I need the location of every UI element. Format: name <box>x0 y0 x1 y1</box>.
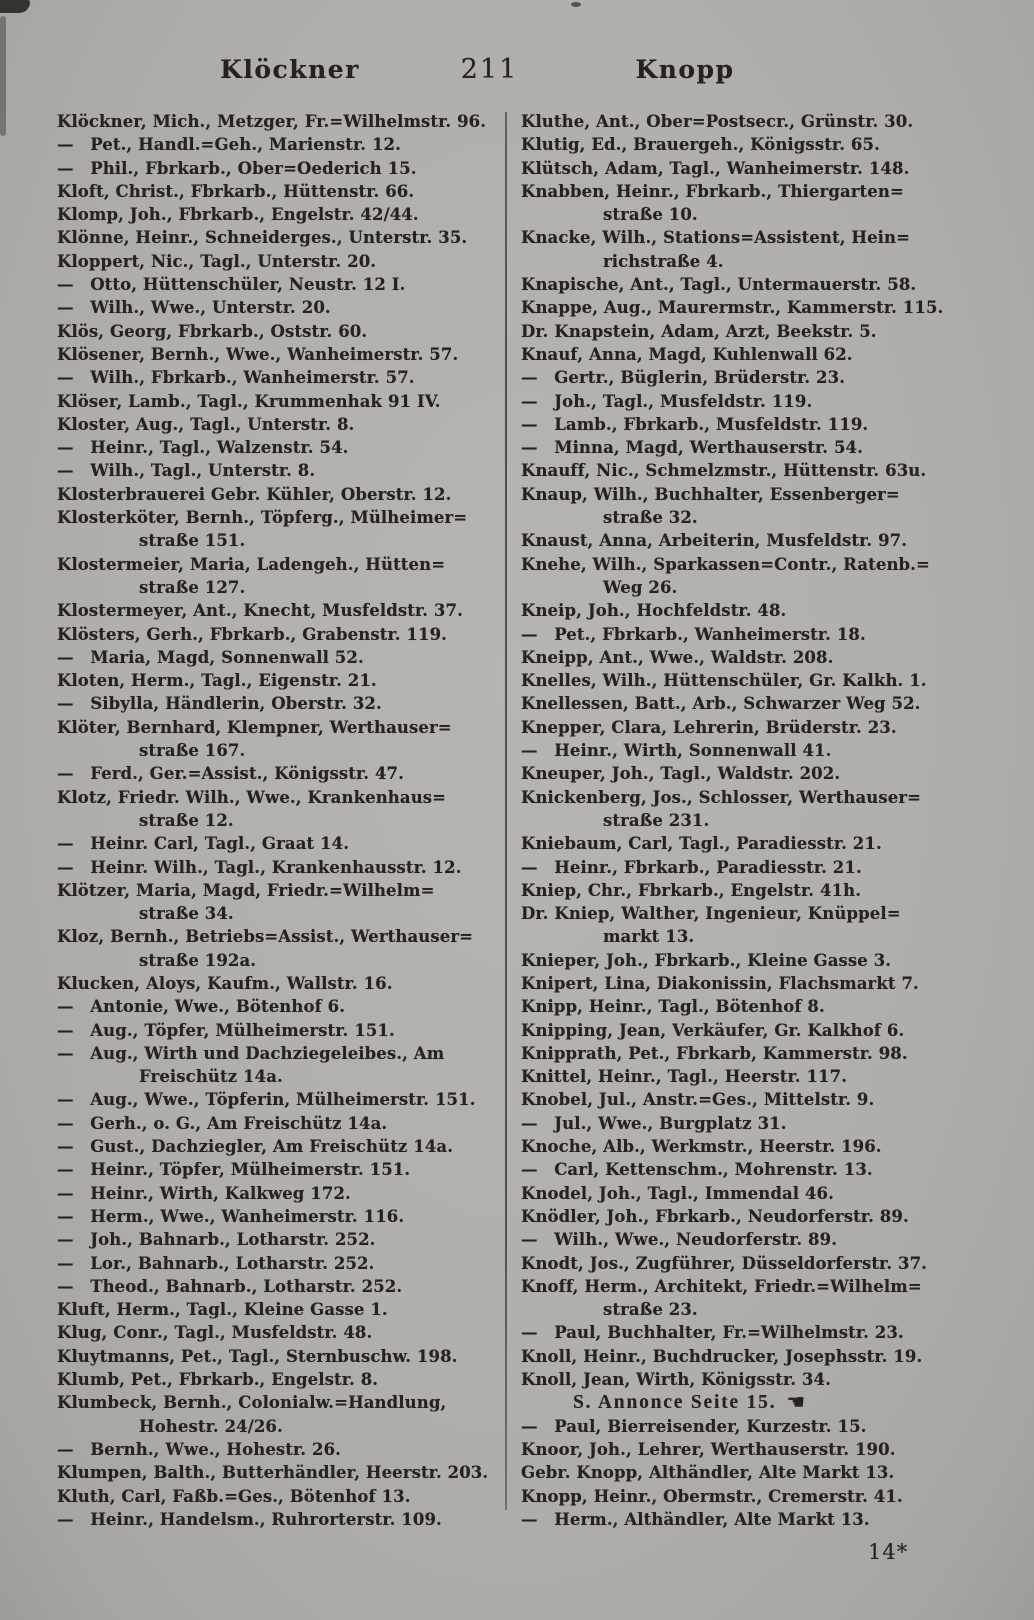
directory-entry <box>57 1391 499 1438</box>
entry-text: Knipert, Lina, Diakonissin, Flachsmarkt 7. <box>521 973 919 993</box>
entry-text: — Pet., Handl.=Geh., Marienstr. 12. <box>57 135 401 155</box>
directory-entry <box>521 762 985 785</box>
directory-entry <box>57 343 499 366</box>
directory-entry <box>521 692 985 715</box>
directory-entry <box>521 646 985 669</box>
entry-continuation: straße 23. <box>603 1300 698 1320</box>
directory-entry <box>57 1461 499 1484</box>
directory-entry <box>521 669 985 692</box>
directory-entry <box>521 739 985 762</box>
entry-text: Knappe, Aug., Maurermstr., Kammerstr. 115. <box>521 298 944 318</box>
entry-text: — Paul, Buchhalter, Fr.=Wilhelmstr. 23. <box>521 1323 904 1343</box>
entry-text: Knellessen, Batt., Arb., Schwarzer Weg 52. <box>521 694 921 714</box>
entry-text: Kluth, Carl, Faßb.=Ges., Bötenhof 13. <box>57 1486 411 1506</box>
entry-text: Knoche, Alb., Werkmstr., Heerstr. 196. <box>521 1137 882 1157</box>
directory-entry <box>57 320 499 343</box>
directory-entry <box>521 1438 985 1461</box>
entry-text: — Antonie, Wwe., Bötenhof 6. <box>57 997 346 1017</box>
entry-text: Klötzer, Maria, Magd, Friedr.=Wilhelm= <box>57 880 435 900</box>
directory-entry <box>521 1112 985 1135</box>
directory-entry <box>57 716 499 763</box>
entry-text: Kneip, Joh., Hochfeldstr. 48. <box>521 601 787 621</box>
directory-entry <box>521 366 985 389</box>
directory-entry <box>521 856 985 879</box>
directory-entry <box>521 902 985 949</box>
entry-text: Knickenberg, Jos., Schlosser, Werthauser= <box>521 787 922 807</box>
directory-entry <box>57 1112 499 1135</box>
entry-text: — Heinr., Wirth, Sonnenwall 41. <box>521 741 832 761</box>
directory-entry <box>57 879 499 926</box>
entry-text: — Bernh., Wwe., Hohestr. 26. <box>57 1439 342 1459</box>
entry-text: — Aug., Töpfer, Mülheimerstr. 151. <box>57 1020 395 1040</box>
directory-entry <box>57 296 499 319</box>
directory-entry <box>57 110 499 133</box>
entry-text: Knabben, Heinr., Fbrkarb., Thiergarten= <box>521 181 904 201</box>
entry-text: Kneipp, Ant., Wwe., Waldstr. 208. <box>521 647 834 667</box>
directory-entry <box>521 1415 985 1438</box>
entry-text: — Otto, Hüttenschüler, Neustr. 12 I. <box>57 275 406 295</box>
entry-text: Klönne, Heinr., Schneiderges., Unterstr. 35. <box>57 228 468 248</box>
directory-entry <box>521 413 985 436</box>
directory-entry <box>521 972 985 995</box>
entry-continuation: Hohestr. 24/26. <box>139 1416 283 1436</box>
entry-text: Knieper, Joh., Fbrkarb., Kleine Gasse 3. <box>521 950 892 970</box>
entry-text: Klostermeyer, Ant., Knecht, Musfeldstr. 37. <box>57 601 463 621</box>
entry-continuation: richstraße 4. <box>603 251 724 271</box>
directory-entry <box>521 1042 985 1065</box>
entry-text: Kluthe, Ant., Ober=Postsecr., Grünstr. 30. <box>521 112 914 131</box>
entry-text: — Joh., Tagl., Musfeldstr. 119. <box>521 391 813 411</box>
entry-text: Klösters, Gerh., Fbrkarb., Grabenstr. 119. <box>57 624 448 644</box>
annonce-note <box>521 1391 985 1414</box>
entry-text: Kloft, Christ., Fbrkarb., Hüttenstr. 66. <box>57 181 415 201</box>
directory-entry <box>57 1368 499 1391</box>
entry-text: Klütsch, Adam, Tagl., Wanheimerstr. 148. <box>521 158 910 178</box>
directory-entry <box>57 1252 499 1275</box>
entry-text: Kniebaum, Carl, Tagl., Paradiesstr. 21. <box>521 834 882 854</box>
directory-entry <box>57 692 499 715</box>
entry-text: Klumb, Pet., Fbrkarb., Engelstr. 8. <box>57 1370 379 1390</box>
directory-entry <box>521 133 985 156</box>
entry-text: Knapische, Ant., Tagl., Untermauerstr. 58. <box>521 275 917 295</box>
directory-entry <box>57 250 499 273</box>
directory-entry <box>57 995 499 1018</box>
directory-entry <box>57 856 499 879</box>
directory-entry <box>521 1508 985 1531</box>
entry-text: Knödler, Joh., Fbrkarb., Neudorferstr. 89. <box>521 1206 909 1226</box>
manicule-left-icon: ☚ <box>786 1390 806 1415</box>
directory-entry <box>57 669 499 692</box>
entry-continuation: Freischütz 14a. <box>139 1067 283 1087</box>
entry-text: Kneuper, Joh., Tagl., Waldstr. 202. <box>521 764 841 784</box>
directory-entry <box>57 623 499 646</box>
entry-text: — Aug., Wirth und Dachziegeleibes., Am <box>57 1043 445 1063</box>
entry-text: Klotz, Friedr. Wilh., Wwe., Krankenhaus= <box>57 787 447 807</box>
entry-text: — Sibylla, Händlerin, Oberstr. 32. <box>57 694 382 714</box>
entry-text: Knopp, Heinr., Obermstr., Cremerstr. 41. <box>521 1486 903 1506</box>
entry-text: Kniep, Chr., Fbrkarb., Engelstr. 41h. <box>521 880 862 900</box>
entry-text: Klumpen, Balth., Butterhändler, Heerstr. 203. <box>57 1463 489 1483</box>
entry-text: Klug, Conr., Tagl., Musfeldstr. 48. <box>57 1323 373 1343</box>
directory-entry <box>57 762 499 785</box>
directory-entry <box>57 972 499 995</box>
page-number: 211 <box>460 54 519 85</box>
entry-text: Kloz, Bernh., Betriebs=Assist., Werthauser= <box>57 927 474 947</box>
directory-entry <box>57 1321 499 1344</box>
entry-text: — Herm., Wwe., Wanheimerstr. 116. <box>57 1206 405 1226</box>
entry-continuation: markt 13. <box>603 927 695 947</box>
entry-text: Kloster, Aug., Tagl., Unterstr. 8. <box>57 414 355 434</box>
entry-text: Klostermeier, Maria, Ladengeh., Hütten= <box>57 554 446 574</box>
directory-entry <box>57 273 499 296</box>
entry-text: Klosterköter, Bernh., Töpferg., Mülheimer= <box>57 508 468 528</box>
entry-continuation: straße 10. <box>603 205 698 225</box>
entry-text: Klucken, Aloys, Kaufm., Wallstr. 16. <box>57 973 393 993</box>
directory-entry <box>57 483 499 506</box>
directory-entry <box>57 390 499 413</box>
directory-entry <box>521 1368 985 1391</box>
entry-text: — Carl, Kettenschm., Mohrenstr. 13. <box>521 1160 873 1180</box>
entry-text: Klösener, Bernh., Wwe., Wanheimerstr. 57. <box>57 344 459 364</box>
entry-continuation: straße 34. <box>139 904 234 924</box>
directory-entry <box>57 157 499 180</box>
entry-text: Knehe, Wilh., Sparkassen=Contr., Ratenb.= <box>521 554 930 574</box>
entry-text: Knodt, Jos., Zugführer, Düsseldorferstr. 37. <box>521 1253 928 1273</box>
entry-text: Kloppert, Nic., Tagl., Unterstr. 20. <box>57 251 377 271</box>
scan-artifact <box>571 2 581 7</box>
entry-text: — Heinr. Carl, Tagl., Graat 14. <box>57 834 350 854</box>
directory-entry <box>521 1461 985 1484</box>
entry-text: — Heinr., Wirth, Kalkweg 172. <box>57 1183 351 1203</box>
page-signature: 14* <box>868 1540 909 1564</box>
entry-continuation: straße 192a. <box>139 950 257 970</box>
directory-entry <box>57 1182 499 1205</box>
directory-entry <box>521 1345 985 1368</box>
directory-entry <box>57 1088 499 1111</box>
entry-text: Knodel, Joh., Tagl., Immendal 46. <box>521 1183 834 1203</box>
directory-entry <box>57 226 499 249</box>
directory-entry <box>57 553 499 600</box>
entry-text: Kluytmanns, Pet., Tagl., Sternbuschw. 198. <box>57 1346 458 1366</box>
entry-text: Kloten, Herm., Tagl., Eigenstr. 21. <box>57 671 377 691</box>
directory-entry <box>521 1088 985 1111</box>
directory-entry <box>521 623 985 646</box>
entry-text: Klös, Georg, Fbrkarb., Oststr. 60. <box>57 321 368 341</box>
directory-entry <box>521 390 985 413</box>
directory-entry <box>57 1135 499 1158</box>
entry-text: Knepper, Clara, Lehrerin, Brüderstr. 23. <box>521 717 897 737</box>
directory-entry <box>57 1508 499 1531</box>
directory-entry <box>521 553 985 600</box>
entry-text: — Aug., Wwe., Töpferin, Mülheimerstr. 151. <box>57 1090 476 1110</box>
entry-text: — Heinr., Fbrkarb., Paradiesstr. 21. <box>521 857 862 877</box>
entry-text: — Joh., Bahnarb., Lotharstr. 252. <box>57 1230 376 1250</box>
entry-text: — Lamb., Fbrkarb., Musfeldstr. 119. <box>521 414 869 434</box>
directory-entry <box>521 1019 985 1042</box>
directory-entry <box>521 483 985 530</box>
directory-entry <box>521 879 985 902</box>
entry-text: Knauf, Anna, Magd, Kuhlenwall 62. <box>521 344 853 364</box>
directory-entry <box>521 180 985 227</box>
directory-entry <box>521 1182 985 1205</box>
entry-text: Knaust, Anna, Arbeiterin, Musfeldstr. 97. <box>521 531 908 551</box>
entry-text: — Herm., Althändler, Alte Markt 13. <box>521 1509 870 1529</box>
entry-text: — Phil., Fbrkarb., Ober=Oederich 15. <box>57 158 417 178</box>
entry-text: — Heinr., Tagl., Walzenstr. 54. <box>57 438 349 458</box>
directory-entry <box>521 1228 985 1251</box>
directory-entry <box>57 1438 499 1461</box>
entry-text: S. Annonce Seite 15. <box>573 1392 777 1414</box>
directory-entry <box>57 1485 499 1508</box>
entry-continuation: straße 167. <box>139 741 246 761</box>
directory-entry <box>57 366 499 389</box>
entry-text: — Heinr. Wilh., Tagl., Krankenhausstr. 12. <box>57 857 462 877</box>
directory-entry <box>57 180 499 203</box>
directory-entry <box>57 506 499 553</box>
entry-continuation: straße 32. <box>603 508 698 528</box>
directory-entry <box>57 1275 499 1298</box>
scan-artifact <box>0 0 30 13</box>
entry-text: Klomp, Joh., Fbrkarb., Engelstr. 42/44. <box>57 205 419 225</box>
entry-text: Knipping, Jean, Verkäufer, Gr. Kalkhof 6. <box>521 1020 905 1040</box>
directory-entry <box>521 1158 985 1181</box>
entry-text: Klosterbrauerei Gebr. Kühler, Oberstr. 12. <box>57 484 452 504</box>
directory-entry <box>57 786 499 833</box>
entry-text: — Minna, Magd, Werthauserstr. 54. <box>521 438 863 458</box>
entry-text: Knipprath, Pet., Fbrkarb, Kammerstr. 98. <box>521 1043 908 1063</box>
directory-entry <box>57 1042 499 1089</box>
entry-text: — Pet., Fbrkarb., Wanheimerstr. 18. <box>521 624 866 644</box>
directory-entry <box>521 1485 985 1508</box>
entry-text: Knoff, Herm., Architekt, Friedr.=Wilhelm= <box>521 1276 922 1296</box>
directory-entry <box>57 413 499 436</box>
directory-entry <box>57 459 499 482</box>
entry-text: — Heinr., Töpfer, Mülheimerstr. 151. <box>57 1160 411 1180</box>
directory-entry <box>57 1228 499 1251</box>
directory-entry <box>521 1065 985 1088</box>
entry-continuation: straße 127. <box>139 577 246 597</box>
entry-text: Knipp, Heinr., Tagl., Bötenhof 8. <box>521 997 825 1017</box>
entry-text: — Gertr., Büglerin, Brüderstr. 23. <box>521 368 846 388</box>
entry-continuation: straße 151. <box>139 531 246 551</box>
directory-entry <box>521 949 985 972</box>
directory-entry <box>521 599 985 622</box>
directory-entry <box>57 1205 499 1228</box>
entry-text: — Heinr., Handelsm., Ruhrorterstr. 109. <box>57 1509 442 1529</box>
entry-text: — Paul, Bierreisender, Kurzestr. 15. <box>521 1416 867 1436</box>
directory-entry <box>521 529 985 552</box>
entry-text: — Wilh., Tagl., Unterstr. 8. <box>57 461 316 481</box>
directory-entry <box>521 320 985 343</box>
entry-text: — Gust., Dachziegler, Am Freischütz 14a. <box>57 1137 454 1157</box>
entry-text: Klutig, Ed., Brauergeh., Königsstr. 65. <box>521 135 880 155</box>
entry-text: Dr. Kniep, Walther, Ingenieur, Knüppel= <box>521 904 901 924</box>
entry-text: Knobel, Jul., Anstr.=Ges., Mittelstr. 9. <box>521 1090 875 1110</box>
entry-continuation: Weg 26. <box>603 577 678 597</box>
entry-text: Klöter, Bernhard, Klempner, Werthauser= <box>57 717 452 737</box>
entry-text: Knoor, Joh., Lehrer, Werthauserstr. 190. <box>521 1439 896 1459</box>
directory-entry <box>521 110 985 133</box>
entry-text: — Theod., Bahnarb., Lotharstr. 252. <box>57 1276 403 1296</box>
directory-entry <box>521 273 985 296</box>
directory-entry <box>57 599 499 622</box>
entry-text: Knoll, Heinr., Buchdrucker, Josephsstr. 19. <box>521 1346 923 1366</box>
entry-text: Klöser, Lamb., Tagl., Krummenhak 91 IV. <box>57 391 441 411</box>
left-column <box>57 110 499 1531</box>
directory-entry <box>57 832 499 855</box>
scan-artifact <box>0 16 6 136</box>
directory-entry <box>521 459 985 482</box>
entry-text: — Wilh., Wwe., Neudorferstr. 89. <box>521 1230 838 1250</box>
directory-entry <box>57 203 499 226</box>
directory-entry <box>57 133 499 156</box>
directory-entry <box>521 157 985 180</box>
directory-entry <box>521 832 985 855</box>
entry-text: Dr. Knapstein, Adam, Arzt, Beekstr. 5. <box>521 321 877 341</box>
entry-text: Klöckner, Mich., Metzger, Fr.=Wilhelmstr. 96. <box>57 112 487 131</box>
directory-entry <box>521 1135 985 1158</box>
entry-text: Knaup, Wilh., Buchhalter, Essenberger= <box>521 484 900 504</box>
directory-entry <box>521 1205 985 1228</box>
entry-text: Knoll, Jean, Wirth, Königsstr. 34. <box>521 1370 831 1390</box>
directory-entry <box>521 1321 985 1344</box>
entry-text: Knacke, Wilh., Stations=Assistent, Hein= <box>521 228 911 248</box>
entry-text: Kluft, Herm., Tagl., Kleine Gasse 1. <box>57 1300 388 1320</box>
right-column <box>521 110 985 1531</box>
entry-text: Knittel, Heinr., Tagl., Heerstr. 117. <box>521 1067 848 1087</box>
directory-entry <box>521 786 985 833</box>
directory-entry <box>521 1275 985 1322</box>
directory-entry <box>57 646 499 669</box>
column-divider <box>505 112 507 1510</box>
entry-text: — Jul., Wwe., Burgplatz 31. <box>521 1113 787 1133</box>
entry-text: Klumbeck, Bernh., Colonialw.=Handlung, <box>57 1393 447 1413</box>
entry-text: — Gerh., o. G., Am Freischütz 14a. <box>57 1113 388 1133</box>
directory-entry <box>57 1298 499 1321</box>
directory-entry <box>521 226 985 273</box>
entry-text: — Wilh., Wwe., Unterstr. 20. <box>57 298 331 318</box>
directory-entry <box>521 995 985 1018</box>
entry-text: Gebr. Knopp, Althändler, Alte Markt 13. <box>521 1463 895 1483</box>
directory-entry <box>521 436 985 459</box>
directory-entry <box>57 436 499 459</box>
entry-text: — Ferd., Ger.=Assist., Königsstr. 47. <box>57 764 404 784</box>
directory-entry <box>521 343 985 366</box>
header-keyword-left: Klöckner <box>220 55 360 84</box>
entry-text: Knelles, Wilh., Hüttenschüler, Gr. Kalkh. 1. <box>521 671 927 691</box>
header-keyword-right: Knopp <box>635 55 735 84</box>
directory-entry <box>521 1252 985 1275</box>
entry-text: Knauff, Nic., Schmelzmstr., Hüttenstr. 63u. <box>521 461 927 481</box>
directory-entry <box>521 716 985 739</box>
directory-entry <box>57 1158 499 1181</box>
entry-text: — Lor., Bahnarb., Lotharstr. 252. <box>57 1253 375 1273</box>
directory-entry <box>57 1019 499 1042</box>
entry-continuation: straße 231. <box>603 810 710 830</box>
directory-entry <box>521 296 985 319</box>
directory-entry <box>57 925 499 972</box>
entry-continuation: straße 12. <box>139 810 234 830</box>
entry-text: — Maria, Magd, Sonnenwall 52. <box>57 647 364 667</box>
directory-entry <box>57 1345 499 1368</box>
entry-text: — Wilh., Fbrkarb., Wanheimerstr. 57. <box>57 368 415 388</box>
